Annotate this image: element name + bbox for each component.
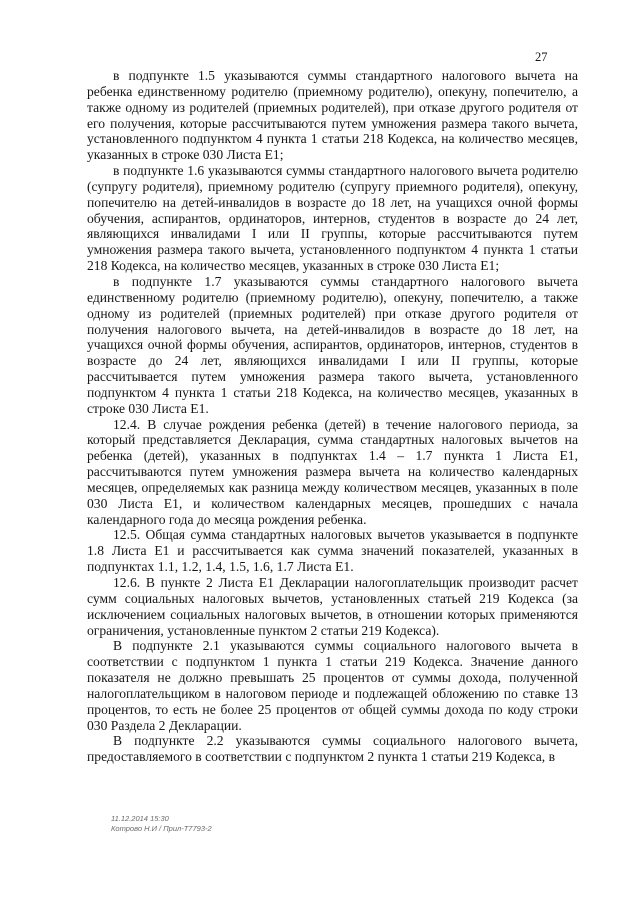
footer-timestamp: 11.12.2014 15:30 [111,814,169,823]
paragraph-12-6: 12.6. В пункте 2 Листа Е1 Декларации налогоплательщик производит расчет сумм социальных налоговых вычетов, установленных статьей 219 Кодекса (за исключением социальных налоговых вычетов, в отношении которых применяются ограничения, установленные пунктом 2 статьи 219 Кодекса). [87,575,578,638]
footer-file-path: Котрово Н.И / Прил-Т7793-2 [111,823,212,833]
page-number: 27 [535,50,548,64]
paragraph-subitem-2-2: В подпункте 2.2 указываются суммы социального налогового вычета, предоставляемого в соответствии с подпунктом 2 пункта 1 статьи 219 Кодекса, в [87,733,578,765]
paragraph-subitem-1-6: в подпункте 1.6 указываются суммы стандартного налогового вычета родителю (супругу родителя), приемному родителю (супругу приемного родителя), опекуну, попечителю на детей-инвалидов в возрасте до 18 лет, на учащихся очной формы обучения, аспирантов, ординаторов, интернов, студентов в возрасте до 24 лет, являющихся инвалидами I или II группы, которые рассчитываются путем умножения размера такого вычета, установленного подпунктом 4 пункта 1 статьи 218 Кодекса, на количество месяцев, указанных в строке 030 Листа Е1; [87,163,578,274]
paragraph-subitem-1-5: в подпункте 1.5 указываются суммы стандартного налогового вычета на ребенка единственному родителю (приемному родителю), опекуну, попечителю, а также одному из родителей (приемных родителей), при отказе другого родителя от его получения, которые рассчитываются путем умножения размера такого вычета, установленного подпунктом 4 пункта 1 статьи 218 Кодекса, на количество месяцев, указанных в строке 030 Листа Е1; [87,68,578,163]
paragraph-12-5: 12.5. Общая сумма стандартных налоговых вычетов указывается в подпункте 1.8 Листа Е1 и рассчитывается как сумма значений показателей, указанных в подпунктах 1.1, 1.2, 1.4, 1.5, 1.6, 1.7 Листа Е1. [87,527,578,575]
print-footer [111,814,212,833]
paragraph-subitem-1-7: в подпункте 1.7 указываются суммы стандартного налогового вычета единственному родителю (приемному родителю), опекуну, попечителю, а также одному из родителей (приемных родителей) при отказе другого родителя от получения налогового вычета, на детей-инвалидов в возрасте до 18 лет, на учащихся очной формы обучения, аспирантов, ординаторов, интернов, студентов в возрасте до 24 лет, являющихся инвалидами I или II группы, которые рассчитывается путем умножения размера такого вычета, установленного подпунктом 4 пункта 1 статьи 218 Кодекса, на количество месяцев, указанных в строке 030 Листа Е1. [87,273,578,416]
paragraph-12-4: 12.4. В случае рождения ребенка (детей) в течение налогового периода, за который представляется Декларация, сумма стандартных налоговых вычетов на ребенка (детей), указанных в подпунктах 1.4 – 1.7 пункта 1 Листа Е1, рассчитываются путем умножения размера вычета на количество календарных месяцев, определяемых как разница между количеством месяцев, указанных в поле 030 Листа Е1, и количеством календарных месяцев, прошедших с начала календарного года до месяца рождения ребенка. [87,416,578,527]
document-body [87,68,578,765]
paragraph-subitem-2-1: В подпункте 2.1 указываются суммы социального налогового вычета в соответствии с подпунктом 1 пункта 1 статьи 219 Кодекса. Значение данного показателя не должно превышать 25 процентов от суммы дохода, полученной налогоплательщиком в налоговом периоде и подлежащей обложению по ставке 13 процентов, то есть не более 25 процентов от общей суммы дохода по коду строки 030 Раздела 2 Декларации. [87,638,578,733]
